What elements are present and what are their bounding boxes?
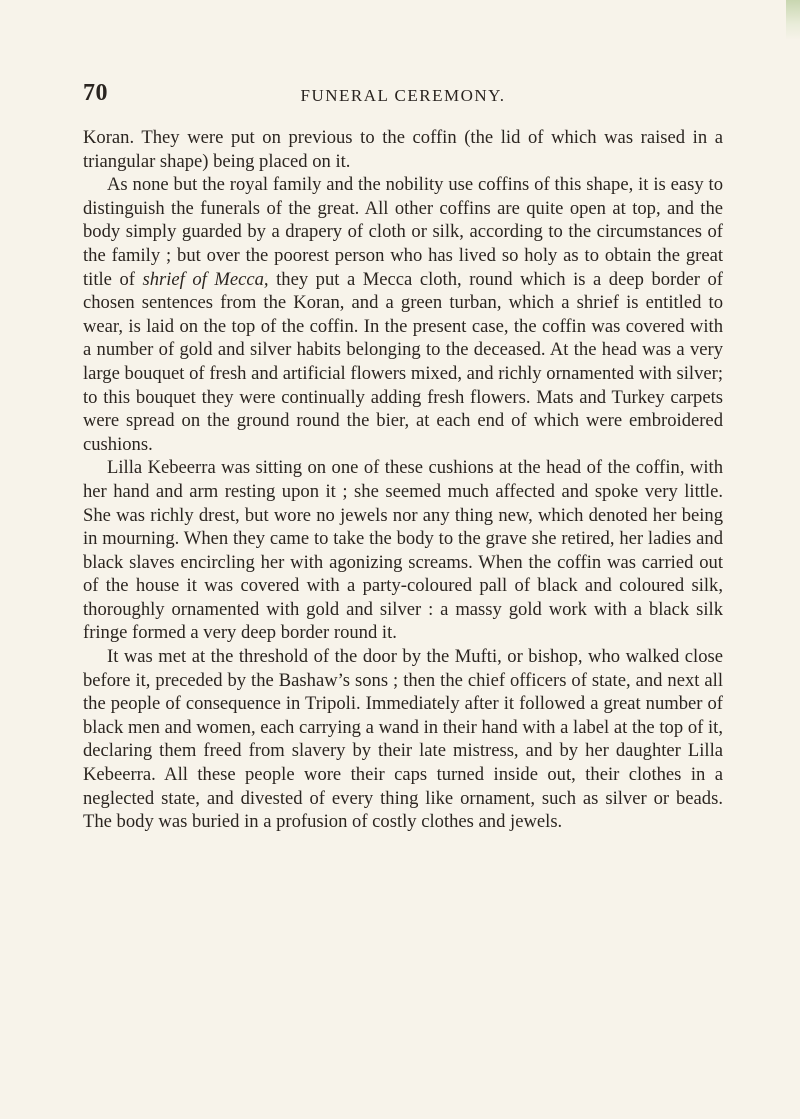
- page-header: [83, 80, 723, 120]
- paragraph-2-text-after: they put a Mecca cloth, round which is a deep border of chosen sentences from the Koran, and a green turban, which a shrief is entitled to wear, is laid on the top of the coffin. In the present case, the coffin was covered with a number of gold and silver habits belonging to the deceased. At the head was a very large bouquet of fresh and artificial flowers mixed, and richly ornamented with silver; to this bouquet they were continually adding fresh flowers. Mats and Turkey carpets were spread on the ground round the bier, at each end of which were embroidered cushions.: [83, 268, 723, 455]
- paragraph-4: [83, 645, 723, 834]
- paragraph-3: [83, 456, 723, 645]
- paragraph-2: [83, 173, 723, 456]
- page-corner-stain: [786, 0, 800, 40]
- paragraph-2-text-before: As none but the royal family and the nobility use coffins of this shape, it is easy to distinguish the funerals of the great. All other coffins are quite open at top, and the body simply guarded by a drapery of cloth or silk, according to the circumstances of the family ; but over the poorest person who has lived so holy as to obtain the great title of: [83, 174, 723, 290]
- running-head: FUNERAL CEREMONY.: [300, 86, 506, 105]
- paragraph-3-text: Lilla Kebeerra was sitting on one of these cushions at the head of the coffin, with her hand and arm resting upon it ; she seemed much affected and spoke very little. She was richly drest, but wore no jewels nor any thing new, which denoted her being in mourning. When they came to take the body to the grave she retired, her ladies and black slaves encircling her with agonizing screams. When the coffin was carried out of the house it was covered with a party-coloured pall of black and coloured silk, thoroughly ornamented with gold and silver : a massy gold work with a black silk fringe formed a very deep border round it.: [83, 457, 723, 644]
- paragraph-2-italic-title: shrief of Mecca,: [142, 268, 269, 290]
- paragraph-1: [83, 126, 723, 173]
- paragraph-1-text: Koran. They were put on previous to the coffin (the lid of which was raised in a triangular shape) being placed on it.: [83, 127, 723, 172]
- body-text: [83, 126, 723, 834]
- paragraph-4-text: It was met at the threshold of the door by the Mufti, or bishop, who walked close before it, preceded by the Bashaw’s sons ; then the chief officers of state, and next all the people of consequence in Tripoli. Immediately after it followed a great number of black men and women, each carrying a wand in their hand with a label at the top of it, declaring them freed from slavery by their late mistress, and by her daughter Lilla Kebeerra. All these people wore their caps turned inside out, their clothes in a neglected state, and divested of every thing like ornament, such as silver or beads. The body was buried in a profusion of costly clothes and jewels.: [83, 646, 723, 833]
- page-number: 70: [83, 80, 108, 106]
